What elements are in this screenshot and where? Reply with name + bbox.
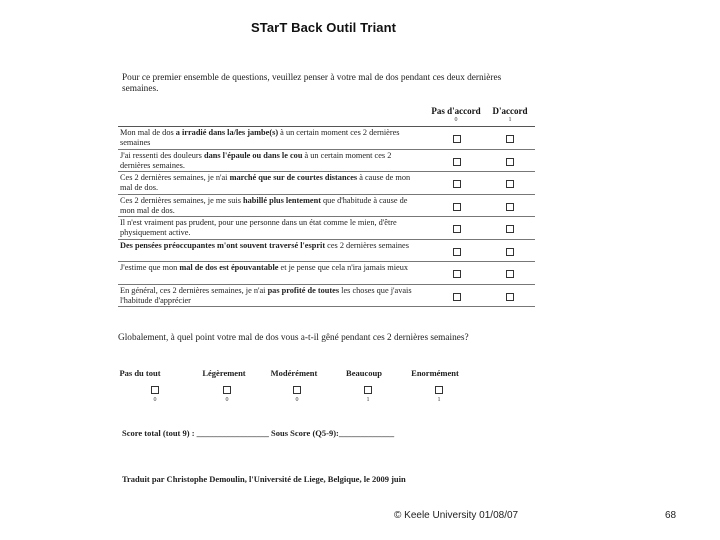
option-checkbox-extremely[interactable] [435, 386, 443, 394]
agree-checkbox[interactable] [506, 248, 514, 256]
option-checkbox-slightly[interactable] [223, 386, 231, 394]
disagree-checkbox[interactable] [453, 180, 461, 188]
question-text: J'ai ressenti des douleurs dans l'épaule ou dans le cou à un certain moment ces 2 dernières semaines. [120, 150, 392, 170]
copyright-footer: © Keele University 01/08/07 [394, 510, 519, 521]
question-text: Ces 2 dernières semaines, je me suis habillé plus lentement que d'habitude à cause de mon mal de dos. [120, 195, 408, 215]
agree-checkbox[interactable] [506, 135, 514, 143]
agree-checkbox[interactable] [506, 293, 514, 301]
disagree-checkbox[interactable] [453, 135, 461, 143]
question-row [118, 262, 535, 285]
question-text: Ces 2 dernières semaines, je n'ai marché que sur de courtes distances à cause de mon mal de dos. [120, 173, 411, 192]
page-number: 68 [665, 510, 677, 521]
question-row [118, 195, 535, 218]
option-score: 1 [366, 397, 370, 403]
question-row [118, 285, 535, 308]
column-header-agree: D'accord [492, 106, 528, 116]
option-label-moderately: Modérément [270, 368, 318, 378]
disagree-checkbox[interactable] [453, 158, 461, 166]
option-label-slightly: Légèrement [202, 368, 246, 378]
option-score: 0 [153, 397, 157, 403]
question-text: Mon mal de dos a irradié dans la/les jambe(s) à un certain moment ces 2 dernières semaines [120, 128, 400, 147]
column-score-agree: 1 [508, 117, 512, 123]
option-checkbox-moderately[interactable] [293, 386, 301, 394]
question-row [118, 127, 535, 150]
global-question: Globalement, à quel point votre mal de dos vous a-t-il gêné pendant ces 2 dernières semaines? [118, 333, 469, 343]
question-text: Des pensées préoccupantes m'ont souvent traversé l'esprit ces 2 dernières semaines [120, 240, 409, 250]
question-row [118, 240, 535, 263]
option-checkbox-very-much[interactable] [364, 386, 372, 394]
column-score-disagree: 0 [454, 117, 458, 123]
question-text: En général, ces 2 dernières semaines, je n'ai pas profité de toutes les choses que j'avais l'habitude d'apprécier [120, 285, 412, 305]
option-checkbox-not-at-all[interactable] [151, 386, 159, 394]
agree-checkbox[interactable] [506, 225, 514, 233]
option-label-extremely: Enormément [411, 368, 459, 378]
option-score: 0 [295, 397, 299, 403]
agree-checkbox[interactable] [506, 158, 514, 166]
disagree-checkbox[interactable] [453, 270, 461, 278]
agree-checkbox[interactable] [506, 203, 514, 211]
score-line: Score total (tout 9) : _________________ Sous Score (Q5-9):_____________ [122, 428, 395, 438]
intro-text: Pour ce premier ensemble de questions, veuillez penser à votre mal de dos pendant ces deux dernières semaines. [122, 73, 502, 94]
agree-checkbox[interactable] [506, 270, 514, 278]
option-score: 1 [437, 397, 441, 403]
disagree-checkbox[interactable] [453, 203, 461, 211]
option-label-very-much: Beaucoup [346, 368, 382, 378]
document-title: STarT Back Outil Triant [251, 20, 397, 35]
option-label-not-at-all: Pas du tout [119, 368, 161, 378]
question-row [118, 217, 535, 240]
option-score: 0 [225, 397, 229, 403]
agree-checkbox[interactable] [506, 180, 514, 188]
question-text: J'estime que mon mal de dos est épouvantable et je pense que cela n'ira jamais mieux [120, 263, 409, 272]
column-header-disagree: Pas d'accord [431, 106, 481, 116]
disagree-checkbox[interactable] [453, 225, 461, 233]
translation-credit: Traduit par Christophe Demoulin, l'Université de Liege, Belgique, le 2009 juin [122, 474, 406, 484]
question-row [118, 172, 535, 195]
question-text: Il n'est vraiment pas prudent, pour une personne dans un état comme le mien, d'être physiquement active. [120, 218, 397, 237]
disagree-checkbox[interactable] [453, 248, 461, 256]
disagree-checkbox[interactable] [453, 293, 461, 301]
questions-table [118, 126, 535, 307]
question-row [118, 150, 535, 173]
